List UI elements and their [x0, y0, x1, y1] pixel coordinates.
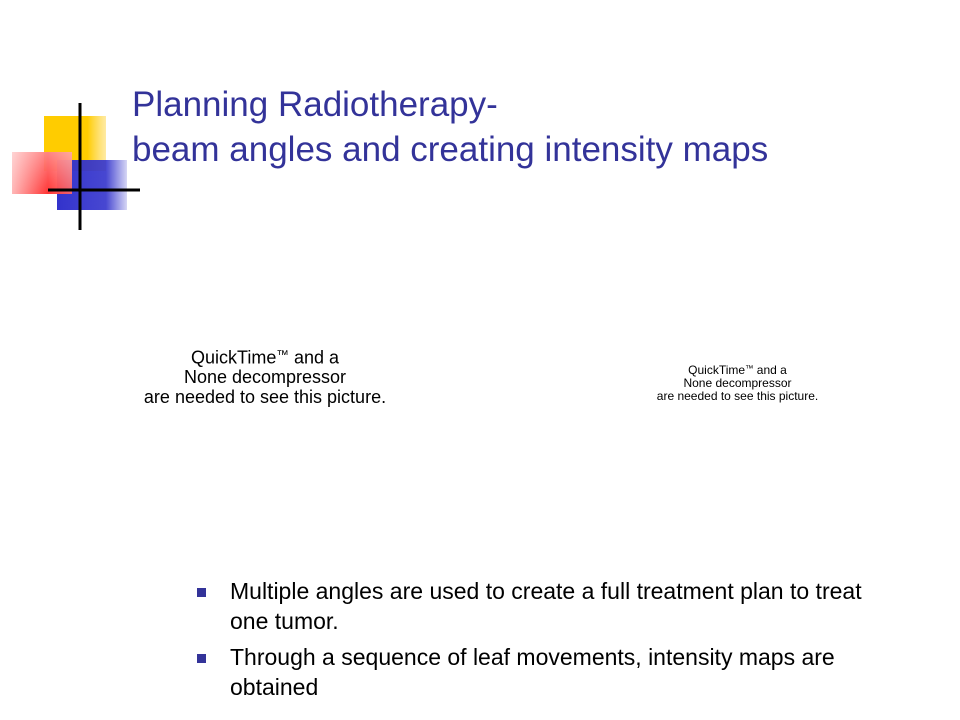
square-bullet-icon — [197, 654, 206, 663]
placeholder-line-3: are needed to see this picture. — [143, 387, 387, 408]
square-bullet-icon — [197, 588, 206, 597]
placeholder-line-3: are needed to see this picture. — [656, 388, 819, 403]
corner-logo-icon — [0, 0, 140, 230]
placeholder-line-1: QuickTime™ and a — [688, 362, 787, 377]
slide-title-line-2: beam angles and creating intensity maps — [132, 130, 769, 169]
placeholder-line-2: None decompressor — [183, 367, 347, 388]
placeholder-line-1: QuickTime™ and a — [191, 347, 339, 368]
bullet-item — [195, 576, 895, 636]
placeholder-line-2: None decompressor — [683, 375, 792, 390]
slide-title — [132, 82, 768, 172]
bullet-list — [195, 576, 895, 708]
quicktime-placeholder-left — [110, 345, 420, 407]
quicktime-placeholder-right — [640, 362, 835, 403]
slide-title-line-1: Planning Radiotherapy- — [132, 85, 498, 124]
bullet-text: Through a sequence of leaf movements, intensity maps are obtained — [230, 644, 835, 700]
bullet-text: Multiple angles are used to create a full treatment plan to treat one tumor. — [230, 578, 862, 634]
bullet-item — [195, 642, 895, 702]
